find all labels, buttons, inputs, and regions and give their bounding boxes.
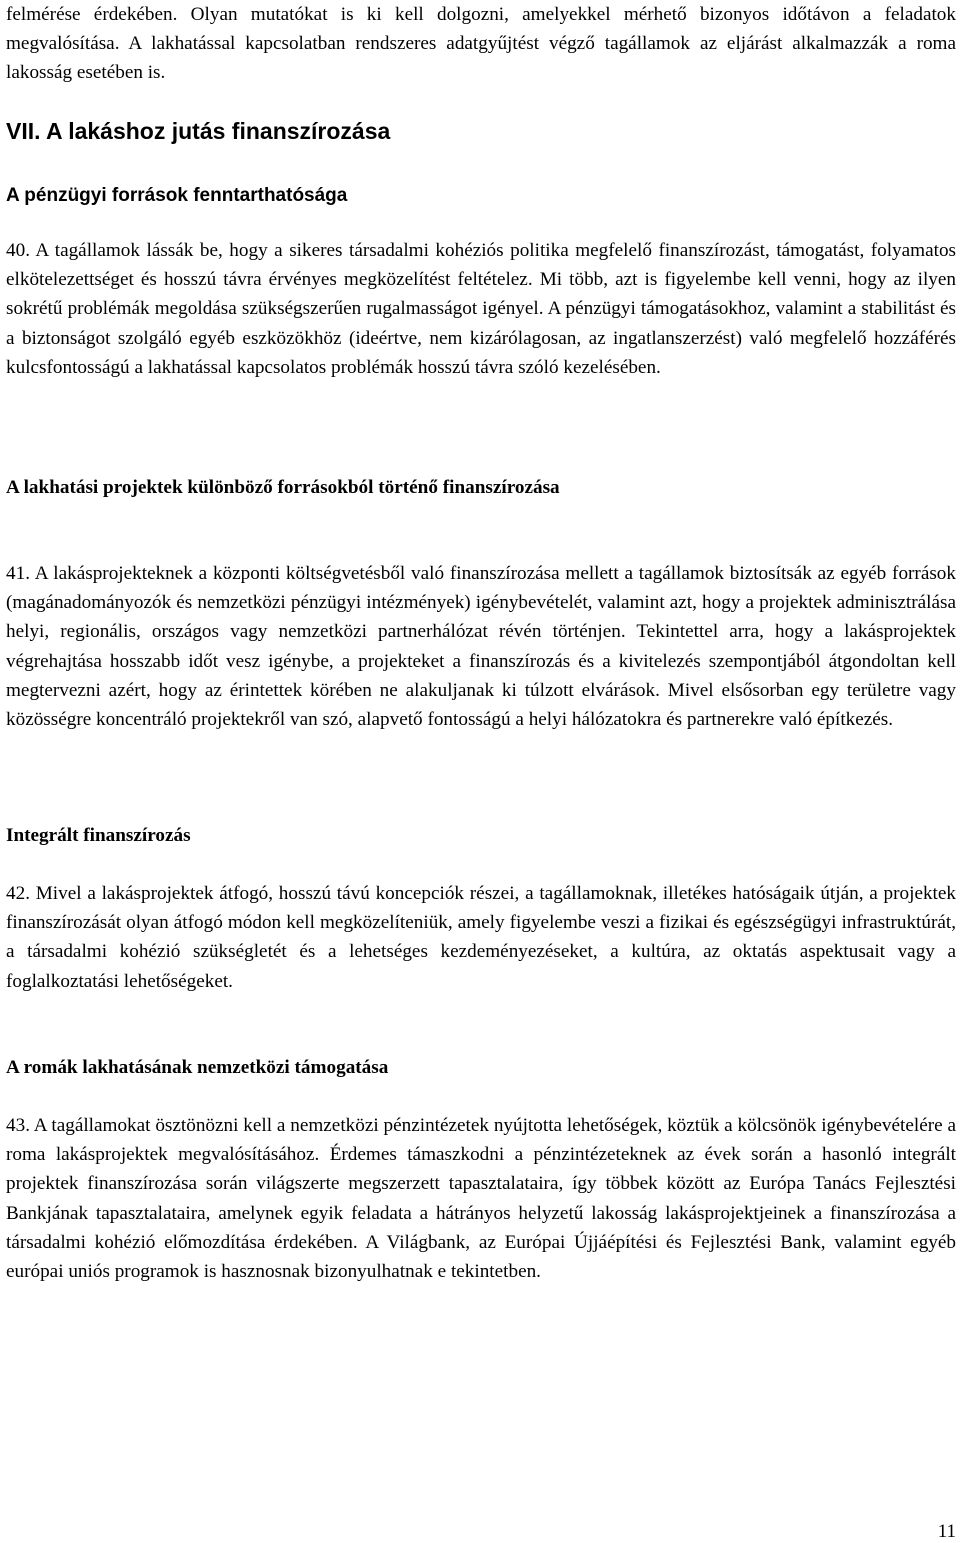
intro-tail-paragraph: felmérése érdekében. Olyan mutatókat is ki kell dolgozni, amelyekkel mérhető bizonyos időtávon a feladatok megvalósítása. A lakhatással kapcsolatban rendszeres adatgyűjtést végző tagállamok az eljárást alkalmazzák a roma lakosság esetében is. bbox=[6, 4, 956, 84]
page-number: 11 bbox=[937, 1521, 956, 1542]
paragraph-40: 40. A tagállamok lássák be, hogy a sikeres társadalmi kohéziós politika megfelelő finanszírozást, támogatást, folyamatos elkötelezettséget és hosszú távra érvényes megközelítést feltételez. Mi több, azt is figyelembe kell venni, hogy az ilyen sokrétű problémák megoldása szükségszerűen rugalmasságot igényel. A pénzügyi támogatásokhoz, valamint a stabilitást és a biztonságot szolgáló egyéb eszközökhöz (ideértve, nem kizárólagosan, az ingatlanszerzést) való megfelelő hozzáférés kulcsfontosságú a lakhatással kapcsolatos problémák hosszú távra szóló kezelésében. bbox=[6, 240, 956, 378]
paragraph-41: 41. A lakásprojekteknek a központi költségvetésből való finanszírozása mellett a tagállamok biztosítsák az egyéb források (magánadományozók és nemzetközi pénzügyi intézmények) igénybevételét, valamint azt, hogy a projektek adminisztrálása helyi, regionális, országos vagy nemzetközi partnerhálózat révén történjen. Tekintettel arra, hogy a lakásprojektek végrehajtása hosszabb időt vesz igénybe, a projekteket a finanszírozás és a kivitelezés szempontjából átgondoltan kell megtervezni azért, hogy az érintettek körében ne alakuljanak ki túlzott elvárások. Mivel elsősorban egy területre vagy közösségre koncentráló projektekről van szó, alapvető fontosságú a helyi hálózatokra és partnerekre való építkezés. bbox=[6, 563, 956, 731]
chapter-heading: VII. A lakáshoz jutás finanszírozása bbox=[6, 118, 391, 144]
paragraph-43: 43. A tagállamokat ösztönözni kell a nemzetközi pénzintézetek nyújtotta lehetőségek, köztük a kölcsönök igénybevételére a roma lakásprojektek megvalósításához. Érdemes támaszkodni a pénzintézeteknek az évek során a hasonló integrált projektek finanszírozása során világszerte megszerzett tapasztalataira, így többek között az Európa Tanács Fejlesztési Bankjának tapasztalataira, amelynek egyik feladata a hátrányos helyzetű lakosság lakásprojektjeinek a finanszírozása a társadalmi kohézió előmozdítása érdekében. A Világbank, az Európai Újjáépítési és Fejlesztési Bank, valamint egyéb európai uniós programok is hasznosnak bizonyulhatnak e tekintetben. bbox=[6, 1115, 956, 1283]
section-heading-integrated: Integrált finanszírozás bbox=[6, 825, 191, 846]
section-heading-multi-source: A lakhatási projektek különböző forrásokból történő finanszírozása bbox=[6, 477, 560, 498]
section-heading-international: A romák lakhatásának nemzetközi támogatása bbox=[6, 1057, 389, 1078]
paragraph-42: 42. Mivel a lakásprojektek átfogó, hosszú távú koncepciók részei, a tagállamoknak, illetékes hatóságaik útján, a projektek finanszírozását olyan átfogó módon kell megközelíteniük, amely figyelembe veszi a fizikai és egészségügyi infrastruktúrát, a társadalmi kohézió szükségletét és a lehetséges kezdeményezéseket, a kultúra, az oktatás aspektusait vagy a foglalkoztatási lehetőségeket. bbox=[6, 883, 956, 992]
section-heading-sustainability: A pénzügyi források fenntarthatósága bbox=[6, 185, 348, 206]
